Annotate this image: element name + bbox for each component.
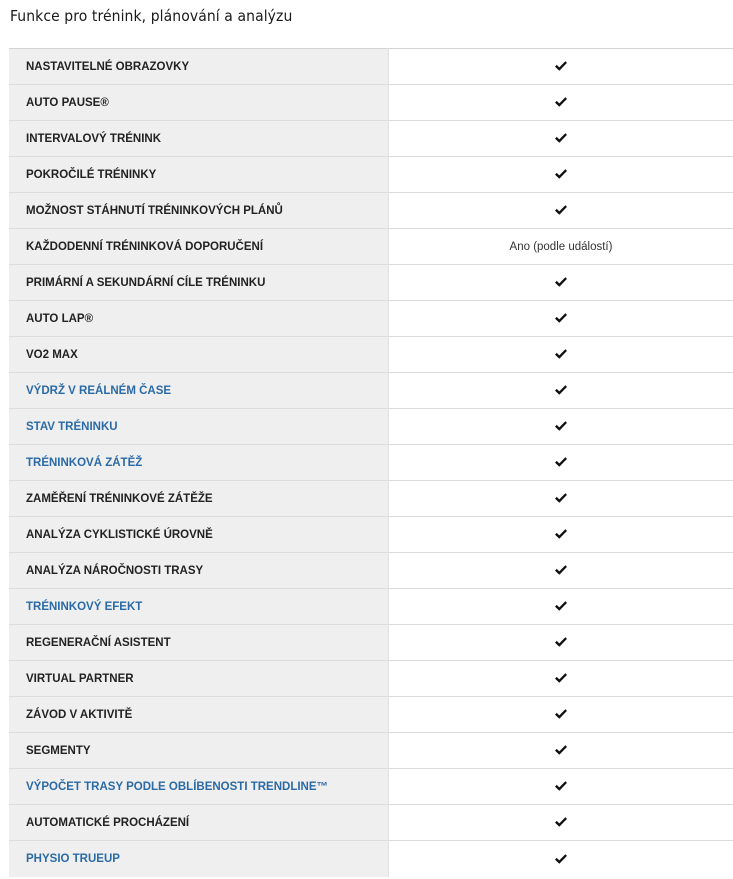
feature-value: [389, 769, 733, 805]
feature-rows: [9, 49, 733, 877]
table-row: [9, 733, 733, 769]
checkmark-icon: [554, 708, 568, 720]
feature-link[interactable]: STAV TRÉNINKU: [9, 409, 389, 445]
checkmark-icon: [554, 600, 568, 612]
feature-label: SEGMENTY: [9, 733, 389, 769]
table-row: [9, 445, 733, 481]
feature-value: [389, 445, 733, 481]
feature-value: [389, 301, 733, 337]
feature-value: [389, 805, 733, 841]
table-row: [9, 121, 733, 157]
feature-label: REGENERAČNÍ ASISTENT: [9, 625, 389, 661]
checkmark-icon: [554, 780, 568, 792]
feature-value: [389, 625, 733, 661]
feature-link[interactable]: TRÉNINKOVÁ ZÁTĚŽ: [9, 445, 389, 481]
feature-link[interactable]: VÝDRŽ V REÁLNÉM ČASE: [9, 373, 389, 409]
table-row: [9, 697, 733, 733]
feature-label: AUTO LAP®: [9, 301, 389, 337]
feature-value: [389, 553, 733, 589]
table-row: [9, 229, 733, 265]
feature-value: [389, 697, 733, 733]
feature-label: AUTO PAUSE®: [9, 85, 389, 121]
checkmark-icon: [554, 312, 568, 324]
table-row: [9, 301, 733, 337]
feature-value: [389, 373, 733, 409]
table-row: [9, 661, 733, 697]
checkmark-icon: [554, 456, 568, 468]
feature-value: [389, 193, 733, 229]
feature-value: [389, 661, 733, 697]
feature-value-text: Ano (podle událostí): [389, 229, 733, 265]
checkmark-icon: [554, 744, 568, 756]
table-row: [9, 373, 733, 409]
feature-label: ANALÝZA NÁROČNOSTI TRASY: [9, 553, 389, 589]
feature-table: [9, 48, 733, 877]
table-row: [9, 337, 733, 373]
table-row: [9, 805, 733, 841]
feature-label: NASTAVITELNÉ OBRAZOVKY: [9, 49, 389, 85]
feature-label: VIRTUAL PARTNER: [9, 661, 389, 697]
table-row: [9, 625, 733, 661]
table-row: [9, 409, 733, 445]
table-row: [9, 193, 733, 229]
feature-link[interactable]: VÝPOČET TRASY PODLE OBLÍBENOSTI TRENDLINE™: [9, 769, 389, 805]
feature-value: [389, 517, 733, 553]
table-row: [9, 841, 733, 877]
checkmark-icon: [554, 276, 568, 288]
checkmark-icon: [554, 492, 568, 504]
feature-link[interactable]: TRÉNINKOVÝ EFEKT: [9, 589, 389, 625]
checkmark-icon: [554, 672, 568, 684]
table-row: [9, 157, 733, 193]
checkmark-icon: [554, 816, 568, 828]
feature-label: ANALÝZA CYKLISTICKÉ ÚROVNĚ: [9, 517, 389, 553]
feature-label: PRIMÁRNÍ A SEKUNDÁRNÍ CÍLE TRÉNINKU: [9, 265, 389, 301]
feature-label: MOŽNOST STÁHNUTÍ TRÉNINKOVÝCH PLÁNŮ: [9, 193, 389, 229]
feature-value: [389, 409, 733, 445]
checkmark-icon: [554, 636, 568, 648]
table-row: [9, 517, 733, 553]
table-row: [9, 769, 733, 805]
feature-value: [389, 265, 733, 301]
checkmark-icon: [554, 96, 568, 108]
feature-label: KAŽDODENNÍ TRÉNINKOVÁ DOPORUČENÍ: [9, 229, 389, 265]
feature-value: [389, 337, 733, 373]
table-row: [9, 481, 733, 517]
feature-label: POKROČILÉ TRÉNINKY: [9, 157, 389, 193]
checkmark-icon: [554, 60, 568, 72]
feature-label: AUTOMATICKÉ PROCHÁZENÍ: [9, 805, 389, 841]
checkmark-icon: [554, 853, 568, 865]
table-row: [9, 85, 733, 121]
checkmark-icon: [554, 204, 568, 216]
feature-label: INTERVALOVÝ TRÉNINK: [9, 121, 389, 157]
table-row: [9, 265, 733, 301]
feature-value: [389, 481, 733, 517]
feature-label: ZAMĚŘENÍ TRÉNINKOVÉ ZÁTĚŽE: [9, 481, 389, 517]
table-row: [9, 589, 733, 625]
feature-value: [389, 157, 733, 193]
checkmark-icon: [554, 420, 568, 432]
checkmark-icon: [554, 528, 568, 540]
feature-link[interactable]: PHYSIO TRUEUP: [9, 841, 389, 877]
feature-value: [389, 85, 733, 121]
feature-value: [389, 733, 733, 769]
checkmark-icon: [554, 348, 568, 360]
feature-label: VO2 MAX: [9, 337, 389, 373]
table-row: [9, 553, 733, 589]
page-title: Funkce pro trénink, plánování a analýzu: [10, 7, 293, 25]
feature-value: [389, 49, 733, 85]
feature-value: [389, 589, 733, 625]
table-row: [9, 49, 733, 85]
checkmark-icon: [554, 132, 568, 144]
feature-value: [389, 121, 733, 157]
checkmark-icon: [554, 564, 568, 576]
feature-label: ZÁVOD V AKTIVITĚ: [9, 697, 389, 733]
feature-value: [389, 841, 733, 877]
checkmark-icon: [554, 168, 568, 180]
checkmark-icon: [554, 384, 568, 396]
